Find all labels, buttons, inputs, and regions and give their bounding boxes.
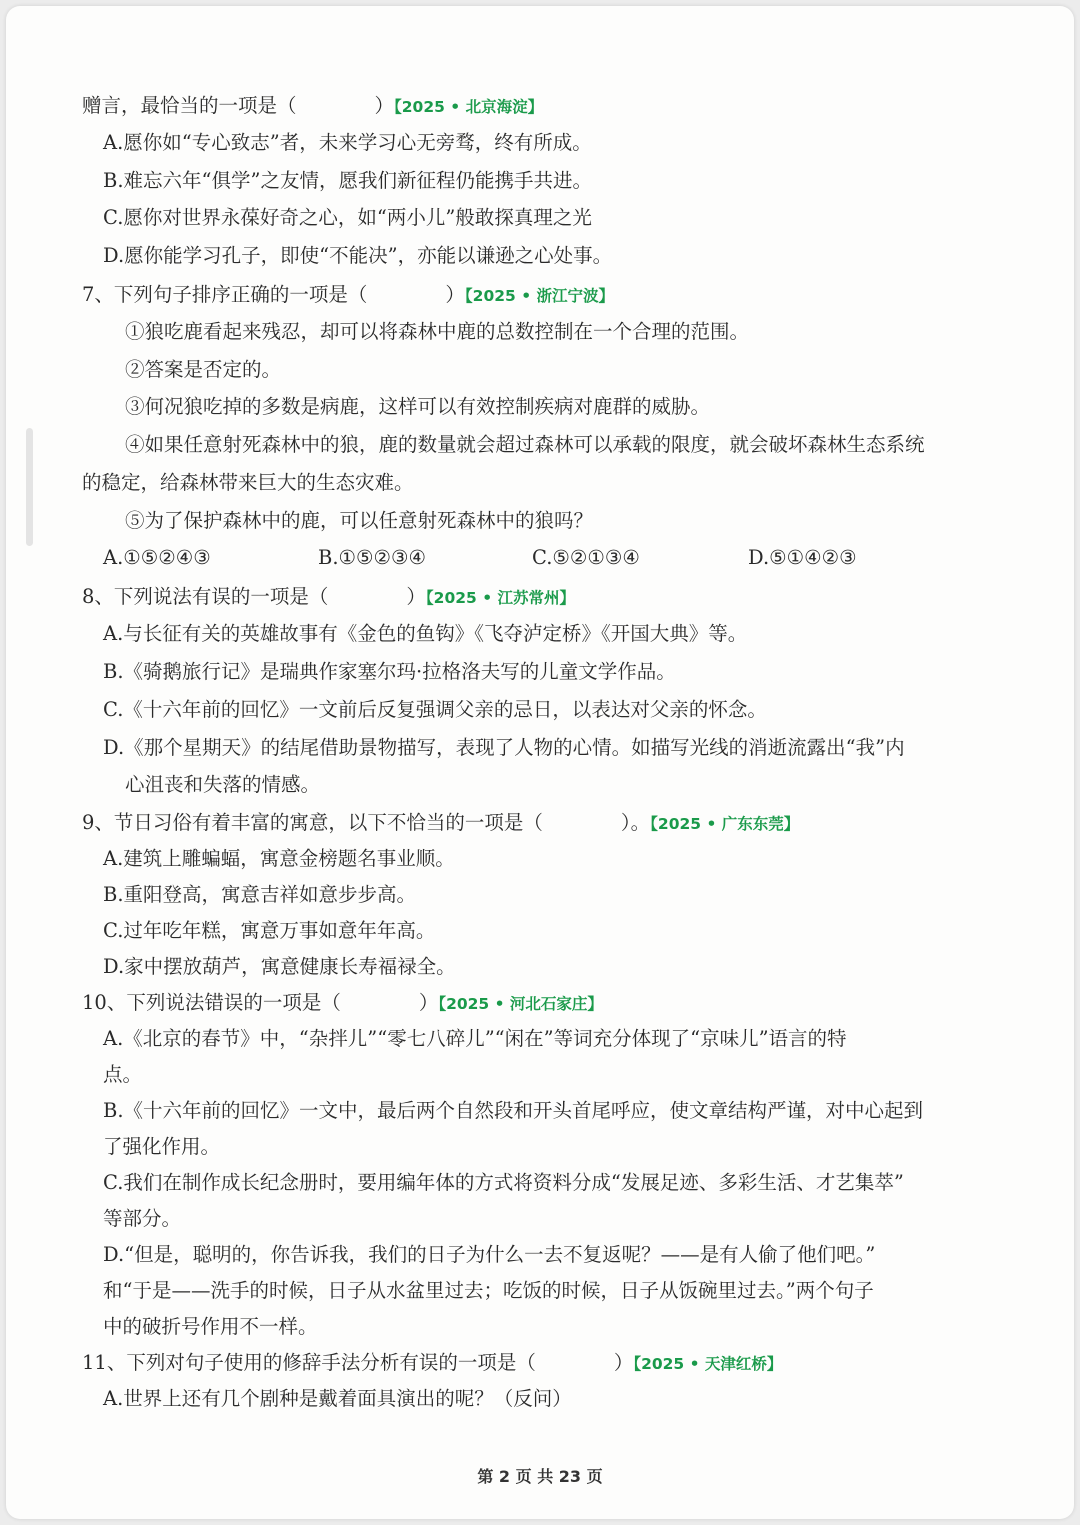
q9-stem [82, 813, 799, 833]
q8-source-tag: 【2025 • 江苏常州】 [425, 589, 576, 607]
q8-option-c: C.《十六年前的回忆》一文前后反复强调父亲的忌日，以表达对父亲的怀念。 [103, 698, 767, 721]
q8-option-d: D.《那个星期天》的结尾借助景物描写，表现了人物的心情。如描写光线的消逝流露出“我”内 [103, 736, 905, 759]
q10-option-d-cont-2: 中的破折号作用不一样。 [103, 1315, 318, 1338]
scrollbar-thumb[interactable] [26, 428, 33, 546]
q6-option-a: A.愿你如“专心致志”者，未来学习心无旁骛，终有所成。 [103, 131, 592, 154]
q7-stem [82, 285, 614, 305]
q11-option-a: A.世界上还有几个剧种是戴着面具演出的呢？（反问） [103, 1387, 572, 1410]
q11-stem [82, 1353, 782, 1373]
q6-stem-text: 赠言，最恰当的一项是（ ） [82, 94, 395, 117]
q6-option-d: D.愿你能学习孔子，即使“不能决”，亦能以谦逊之心处事。 [103, 244, 613, 267]
q7-source-tag: 【2025 • 浙江宁波】 [464, 287, 615, 305]
q8-stem-text: 8、下列说法有误的一项是（ ） [82, 585, 426, 608]
q11-source-tag: 【2025 • 天津红桥】 [633, 1355, 783, 1373]
q9-source-tag: 【2025 • 广东东莞】 [650, 815, 800, 833]
q10-option-c: C.我们在制作成长纪念册时，要用编年体的方式将资料分成“发展足迹、多彩生活、才艺集萃” [103, 1171, 904, 1194]
q7-sentence-1: ①狼吃鹿看起来残忍，却可以将森林中鹿的总数控制在一个合理的范围。 [125, 320, 750, 343]
q7-option-d: D.⑤①④②③ [748, 546, 857, 569]
q7-stem-text: 7、下列句子排序正确的一项是（ ） [82, 283, 465, 306]
q7-option-a: A.①⑤②④③ [103, 546, 211, 569]
q9-option-b: B.重阳登高，寓意吉祥如意步步高。 [103, 883, 417, 906]
q10-option-a-cont: 点。 [103, 1063, 143, 1086]
q8-stem [82, 587, 575, 607]
q7-sentence-4: ④如果任意射死森林中的狼，鹿的数量就会超过森林可以承载的限度，就会破坏森林生态系统 [125, 433, 925, 456]
q9-option-a: A.建筑上雕蝙蝠，寓意金榜题名事业顺。 [103, 847, 455, 870]
q9-stem-text: 9、节日习俗有着丰富的寓意，以下不恰当的一项是（ ）。 [82, 811, 651, 834]
q10-option-b: B.《十六年前的回忆》一文中，最后两个自然段和开头首尾呼应，使文章结构严谨，对中心起到 [103, 1099, 924, 1122]
q10-option-b-cont: 了强化作用。 [103, 1135, 221, 1158]
q11-stem-text: 11、下列对句子使用的修辞手法分析有误的一项是（ ） [82, 1351, 634, 1374]
q7-sentence-2: ②答案是否定的。 [125, 358, 282, 381]
q10-option-d-cont-1: 和“于是——洗手的时候，日子从水盆里过去；吃饭的时候，日子从饭碗里过去。”两个句子 [103, 1279, 874, 1302]
q7-sentence-5: ⑤为了保护森林中的鹿，可以任意射死森林中的狼吗？ [125, 509, 594, 532]
q9-option-d: D.家中摆放葫芦，寓意健康长寿福禄全。 [103, 955, 456, 978]
q9-option-c: C.过年吃年糕，寓意万事如意年年高。 [103, 919, 436, 942]
q10-source-tag: 【2025 • 河北石家庄】 [438, 995, 603, 1013]
q8-option-d-cont: 心沮丧和失落的情感。 [125, 773, 321, 796]
q7-sentence-3: ③何况狼吃掉的多数是病鹿，这样可以有效控制疾病对鹿群的威胁。 [125, 395, 711, 418]
q7-option-c: C.⑤②①③④ [532, 546, 640, 569]
q6-option-b: B.难忘六年“俱学”之友情，愿我们新征程仍能携手共进。 [103, 169, 592, 192]
q7-sentence-4-cont: 的稳定，给森林带来巨大的生态灾难。 [82, 471, 414, 494]
page-number-footer: 第 2 页 共 23 页 [477, 1467, 603, 1486]
q10-stem-text: 10、下列说法错误的一项是（ ） [82, 991, 439, 1014]
q6-source-tag: 【2025 • 北京海淀】 [394, 98, 544, 116]
q10-stem [82, 993, 603, 1013]
q8-option-b: B.《骑鹅旅行记》是瑞典作家塞尔玛·拉格洛夫写的儿童文学作品。 [103, 660, 676, 683]
q7-option-b: B.①⑤②③④ [318, 546, 426, 569]
q10-option-a: A.《北京的春节》中，“杂拌儿”“零七八碎儿”“闲在”等词充分体现了“京味儿”语言的特 [103, 1027, 847, 1050]
q6-option-c: C.愿你对世界永葆好奇之心，如“两小儿”般敢探真理之光 [103, 206, 592, 229]
q10-option-c-cont: 等部分。 [103, 1207, 182, 1230]
q10-option-d: D.“但是，聪明的，你告诉我，我们的日子为什么一去不复返呢？——是有人偷了他们吧。” [103, 1243, 876, 1266]
q6-stem [82, 96, 543, 116]
q8-option-a: A.与长征有关的英雄故事有《金色的鱼钩》《飞夺泸定桥》《开国大典》等。 [103, 622, 748, 645]
